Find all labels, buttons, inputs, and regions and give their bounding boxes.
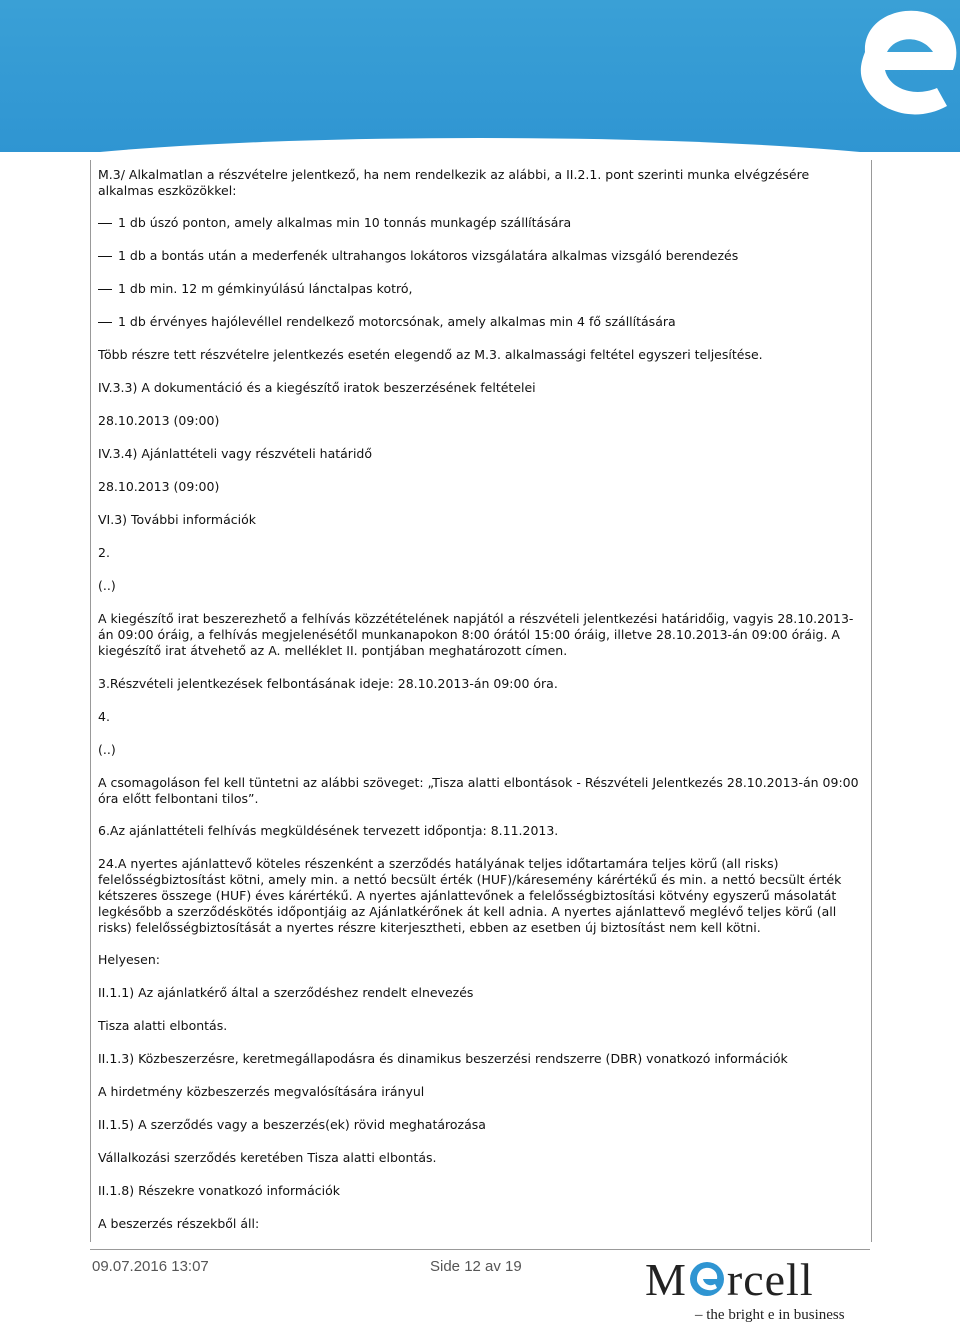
header-banner <box>0 0 960 152</box>
document-content <box>90 160 872 1242</box>
dash-bullet-icon <box>98 289 112 290</box>
paragraph <box>98 823 864 839</box>
marcell-logo <box>645 1256 865 1324</box>
paragraph-text: Tisza alatti elbontás. <box>98 1018 228 1033</box>
paragraph-text: 1 db a bontás után a mederfenék ultrahangos lokátoros vizsgálatára alkalmas vizsgáló berendezés <box>118 248 739 263</box>
logo-wordmark-end: rcell <box>726 1254 814 1305</box>
paragraph <box>98 347 864 363</box>
paragraph <box>98 1018 864 1034</box>
e-swirl-icon <box>825 0 960 152</box>
list-item <box>98 215 864 231</box>
paragraph-text: IV.3.4) Ajánlattételi vagy részvételi határidő <box>98 446 372 461</box>
paragraph <box>98 1117 864 1133</box>
paragraph <box>98 1150 864 1166</box>
logo-tagline: – the bright e in business <box>695 1307 845 1323</box>
paragraph-text: A beszerzés részekből áll: <box>98 1216 260 1231</box>
list-item <box>98 314 864 330</box>
paragraph-text: II.1.3) Közbeszerzésre, keretmegállapodásra és dinamikus beszerzési rendszerre (DBR) vonatkozó információk <box>98 1051 788 1066</box>
paragraph-text: A csomagoláson fel kell tüntetni az alábbi szöveget: „Tisza alatti elbontások - Részvételi Jelentkezés 28.10.2013-án 09:00 óra előtt felbontani tilos”. <box>98 775 859 806</box>
paragraph-text: IV.3.3) A dokumentáció és a kiegészítő iratok beszerzésének feltételei <box>98 380 536 395</box>
paragraph-text: 1 db érvényes hajólevéllel rendelkező motorcsónak, amely alkalmas min 4 fő szállítására <box>118 314 676 329</box>
paragraph-text: (..) <box>98 578 116 593</box>
paragraph <box>98 380 864 396</box>
paragraph-text: (..) <box>98 742 116 757</box>
paragraph <box>98 479 864 495</box>
list-item <box>98 248 864 264</box>
paragraph-text: Helyesen: <box>98 952 160 967</box>
paragraph-text: II.1.8) Részekre vonatkozó információk <box>98 1183 341 1198</box>
logo-wordmark <box>645 1256 814 1304</box>
paragraph-text: VI.3) További információk <box>98 512 256 527</box>
footer-page-number: Side 12 av 19 <box>430 1258 522 1275</box>
paragraph <box>98 545 864 561</box>
paragraph <box>98 676 864 692</box>
paragraph-text: 1 db úszó ponton, amely alkalmas min 10 tonnás munkagép szállítására <box>118 215 572 230</box>
dash-bullet-icon <box>98 256 112 257</box>
paragraph <box>98 446 864 462</box>
paragraph <box>98 1084 864 1100</box>
paragraph <box>98 742 864 758</box>
paragraph <box>98 611 864 659</box>
paragraph <box>98 952 864 968</box>
paragraph-text: 28.10.2013 (09:00) <box>98 413 220 428</box>
footer-divider <box>90 1249 870 1250</box>
paragraph <box>98 1183 864 1199</box>
paragraph <box>98 167 864 199</box>
paragraph-text: 2. <box>98 545 110 560</box>
paragraph-text: 24.A nyertes ajánlattevő köteles részenként a szerződés hatályának teljes időtartamára teljes körű (all risks) felelősségbiztosítást kötni, amely min. a nettó becsült érték (HUF)/káresemény kárértékű és min. a nettó becsült érték kétszeres összege (HUF) éves kárértékű. A nyertes ajánlattevőnek a felelősségbiztosítási kötvény egyszerű másolatát legkésőbb a szerződéskötés időpontjáig az Ajánlatkérőnek át kell adnia. A nyertes ajánlattevő meglévő teljes körű (all risks) felelősségbiztosítását a nyertes részre kiterjesztheti, ebben az esetben új biztosítást nem kell kötni. <box>98 856 842 935</box>
paragraph-text: 28.10.2013 (09:00) <box>98 479 220 494</box>
dash-bullet-icon <box>98 223 112 224</box>
paragraph-text: II.1.5) A szerződés vagy a beszerzés(ek) rövid meghatározása <box>98 1117 486 1132</box>
paragraph <box>98 413 864 429</box>
paragraph-text: 6.Az ajánlattételi felhívás megküldésének tervezett időpontja: 8.11.2013. <box>98 823 559 838</box>
paragraph-text: 1 db min. 12 m gémkinyúlású lánctalpas kotró, <box>118 281 413 296</box>
paragraph-text: 4. <box>98 709 110 724</box>
paragraph <box>98 1051 864 1067</box>
logo-e-icon <box>688 1260 726 1298</box>
paragraph <box>98 1216 864 1232</box>
paragraph <box>98 578 864 594</box>
header-curve <box>0 138 960 152</box>
paragraph-text: II.1.1) Az ajánlatkérő által a szerződéshez rendelt elnevezés <box>98 985 474 1000</box>
paragraph-text: 3.Részvételi jelentkezések felbontásának ideje: 28.10.2013-án 09:00 óra. <box>98 676 558 691</box>
paragraph-text: Vállalkozási szerződés keretében Tisza alatti elbontás. <box>98 1150 437 1165</box>
paragraph <box>98 709 864 725</box>
list-item <box>98 281 864 297</box>
logo-wordmark-start: M <box>645 1254 687 1305</box>
dash-bullet-icon <box>98 322 112 323</box>
paragraph <box>98 512 864 528</box>
paragraph-text: A hirdetmény közbeszerzés megvalósítására irányul <box>98 1084 425 1099</box>
paragraph-text: M.3/ Alkalmatlan a részvételre jelentkező, ha nem rendelkezik az alábbi, a II.2.1. pont szerinti munka elvégzésére alkalmas eszközökkel: <box>98 167 810 198</box>
paragraph <box>98 775 864 807</box>
footer-date: 09.07.2016 13:07 <box>92 1258 209 1275</box>
paragraph <box>98 985 864 1001</box>
paragraph <box>98 856 864 936</box>
paragraph-text: A kiegészítő irat beszerezhető a felhívás közzétételének napjától a részvételi jelentkezési határidőig, vagyis 28.10.2013-án 09:00 óráig, a felhívás megjelenésétől munkanapokon 8:00 órától 15:00 óráig, illetve 28.10.2013-án 09:00 óráig. A kiegészítő irat átvehető az A. melléklet II. pontjában meghatározott címen. <box>98 611 854 658</box>
paragraph-text: Több részre tett részvételre jelentkezés esetén elegendő az M.3. alkalmassági feltétel egyszeri teljesítése. <box>98 347 763 362</box>
